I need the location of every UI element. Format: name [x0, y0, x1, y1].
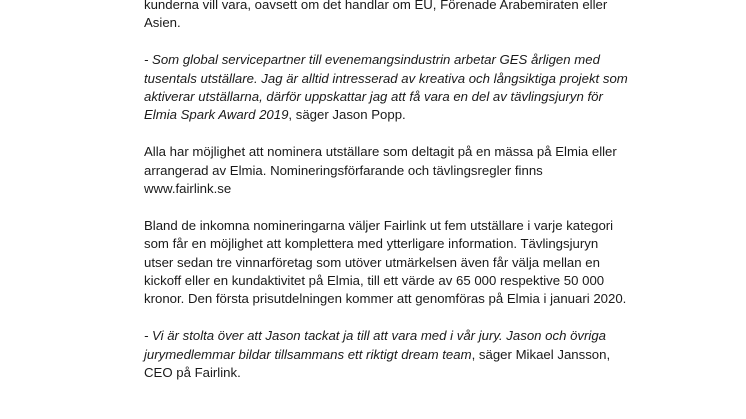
- text-line: [144, 88, 704, 106]
- quote-mikael-jansson: [144, 327, 704, 382]
- quote-jason-popp: [144, 51, 704, 125]
- text-run: Bland de inkomna nomineringarna väljer Fairlink ut fem utställare i varje kategori: [144, 217, 614, 233]
- text-run: arrangerad av Elmia. Nomineringsförfarande och tävlingsregler finns: [144, 162, 543, 178]
- text-line: [144, 346, 704, 364]
- text-line: [144, 180, 704, 198]
- attribution-text-run: , säger Mikael Jansson,: [471, 346, 611, 362]
- text-run: kronor. Den första prisutdelningen kommer att genomföras på Elmia i januari 2020.: [144, 291, 627, 307]
- quote-text-run: jurymedlemmar bildar tillsammans ett riktigt dream team: [144, 346, 472, 362]
- text-line: [144, 106, 704, 124]
- text-line: [144, 51, 704, 69]
- attribution-text-run: , säger Jason Popp.: [288, 107, 406, 123]
- text-line: [144, 162, 704, 180]
- text-line: [144, 217, 704, 235]
- text-line: [144, 14, 704, 32]
- text-line: [144, 327, 704, 345]
- text-line: [144, 290, 704, 308]
- quote-text-run: Elmia Spark Award 2019: [144, 107, 289, 123]
- text-line: [144, 254, 704, 272]
- text-run: kunderna vill vara, oavsett om det handlar om EU, Förenade Arabemiraten eller: [144, 0, 608, 12]
- quote-text-run: - Som global servicepartner till evenemangsindustrin arbetar GES årligen med: [144, 52, 600, 68]
- paragraph-intro-tail: [144, 0, 704, 33]
- text-run: utser sedan tre vinnarföretag som utöver utmärkelsen även får välja mellan en: [144, 254, 600, 270]
- text-line: [144, 70, 704, 88]
- text-line: [144, 235, 704, 253]
- quote-text-run: tusentals utställare. Jag är alltid intresserad av kreativa och långsiktiga projekt som: [144, 70, 628, 86]
- text-run: Asien.: [144, 15, 181, 31]
- quote-text-run: aktiverar utställarna, därför uppskattar jag att få vara en del av tävlingsjuryn för: [144, 89, 603, 105]
- text-line: [144, 143, 704, 161]
- text-line: [144, 272, 704, 290]
- paragraph-nomination: [144, 143, 704, 198]
- text-run: som får en möjlighet att komplettera med ytterligare information. Tävlingsjuryn: [144, 236, 599, 252]
- text-run: kickoff eller en kundaktivitet på Elmia, till ett värde av 65 000 respektive 50 000: [144, 273, 605, 289]
- paragraph-selection: [144, 217, 704, 309]
- website-link-text: www.fairlink.se: [144, 181, 232, 197]
- text-line: [144, 0, 704, 14]
- text-run: Alla har möjlighet att nominera utställare som deltagit på en mässa på Elmia eller: [144, 144, 617, 160]
- text-line: [144, 364, 704, 382]
- quote-text-run: - Vi är stolta över att Jason tackat ja till att vara med i vår jury. Jason och övriga: [144, 328, 607, 344]
- document-page: [144, 0, 704, 401]
- text-run: CEO på Fairlink.: [144, 365, 241, 381]
